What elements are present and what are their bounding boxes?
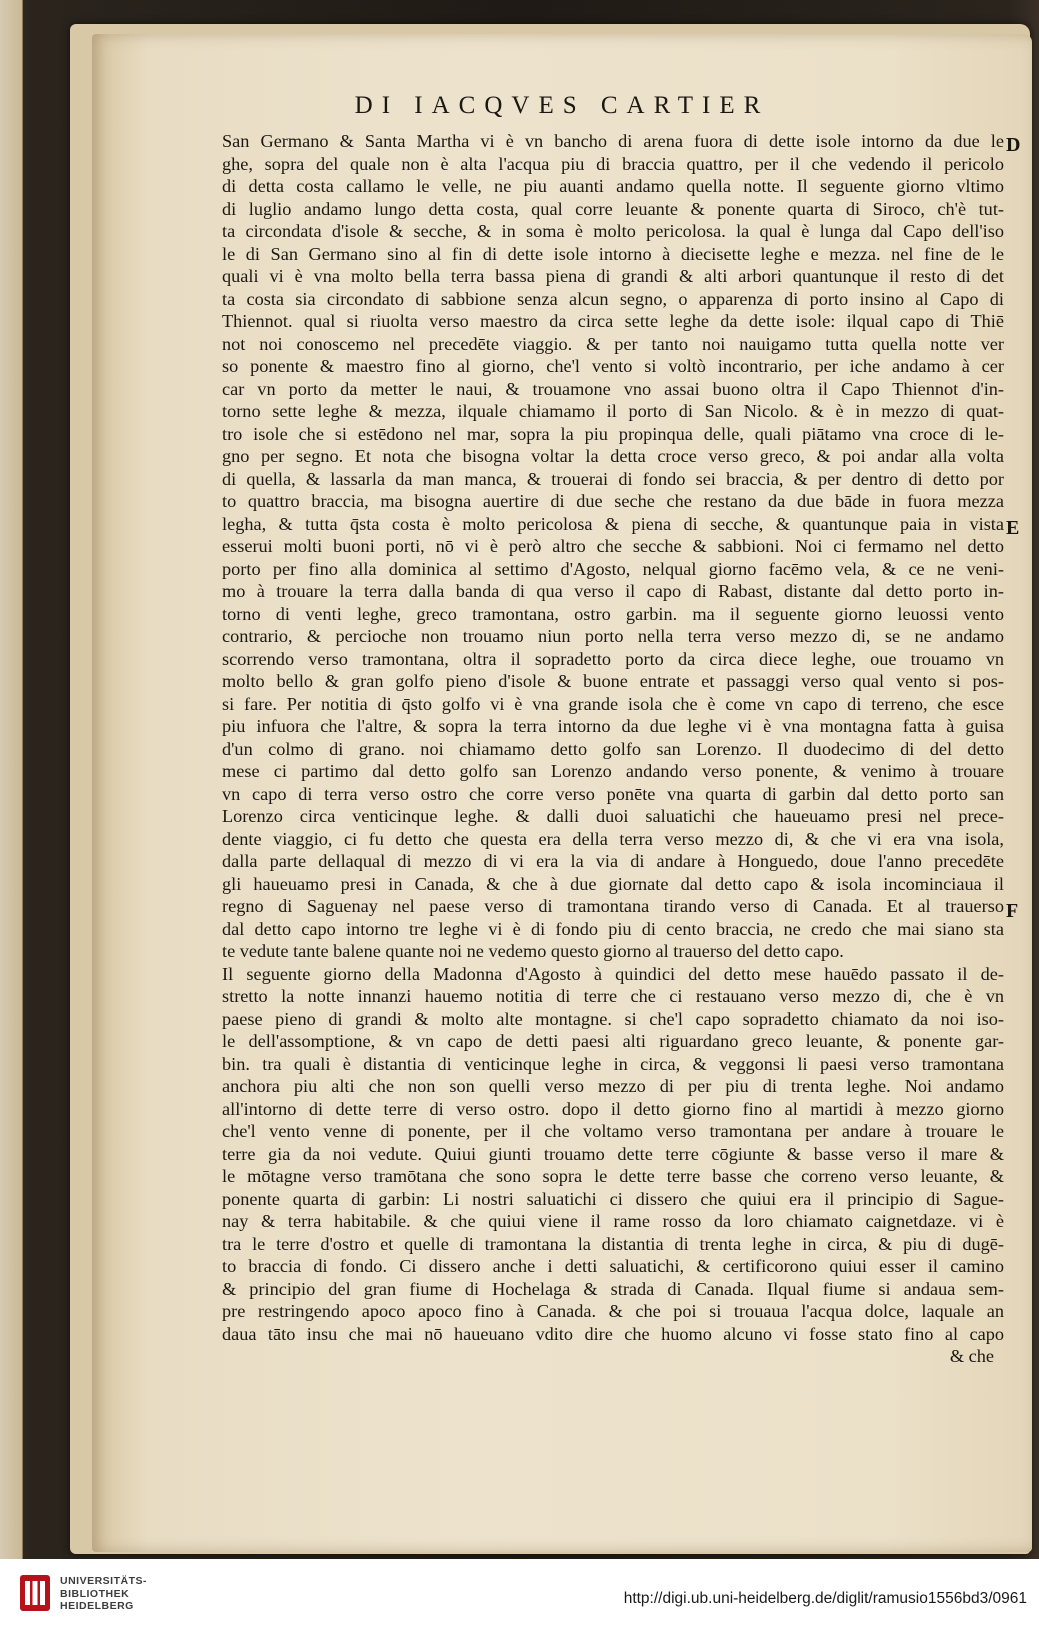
text-line: d'un colmo di grano. noi chiamamo detto golfo san Lorenzo. Il duodecimo di del detto	[222, 738, 1004, 759]
text-line: piu infuora che l'altre, & sopra la terra intorno da due leghe vi è vna montagna fatta à guisa	[222, 716, 1004, 736]
running-head: DI IACQVES CARTIER	[354, 92, 770, 119]
text-line: si fare. Per notitia di q̄sto golfo vi è vna grande isola che è come vn capo di terreno, che esce	[222, 693, 1004, 714]
text-line: di quella, & lassarla da man manca, & trouerai di fondo sei braccia, & per dentro di detto por	[222, 468, 1004, 489]
catchword: & che	[949, 1346, 994, 1366]
text-line: tro isole che si estēdono nel mar, sopra la piu propinqua delle, quali piātamo vna croce di le-	[222, 423, 1004, 444]
text-line: paese pieno di grandi & molto alte montagne. si che'l capo sopradetto chiamato da noi iso-	[222, 1008, 1004, 1029]
text-line: le dell'assomptione, & vn capo de detti paesi alti riguardano greco leuante, & ponente gar-	[222, 1031, 1004, 1051]
text-line: contrario, & percioche non trouamo niun porto nella terra verso mezzo di, se ne andamo	[222, 626, 1004, 646]
text-line: nay & terra habitabile. & che quiui viene il rame rosso da loro chiamato caignetdaze. vi è	[222, 1211, 1004, 1231]
text-line: dalla parte dellaqual di mezzo di vi era la via di andare à Honguedo, doue l'anno precedēte	[222, 851, 1004, 871]
text-line: to quattro braccia, ma bisogna auertire di due seche che restano da due bāde in fuora mezza	[222, 491, 1004, 511]
text-line: Lorenzo circa venticinque leghe. & dalli duoi saluatichi che haueuamo presi nel prece-	[222, 806, 1004, 826]
text-line: San Germano & Santa Martha vi è vn bancho di arena fuora di dette isole intorno da due le	[222, 131, 1004, 151]
text-line: & principio del gran fiume di Hochelaga & strada di Canada. Ilqual fiume si andaua sem-	[222, 1278, 1004, 1299]
permalink-url[interactable]: http://digi.ub.uni-heidelberg.de/diglit/ramusio1556bd3/0961	[623, 1590, 1027, 1607]
text-line: tra le terre d'ostro et quelle di tramontana la distantia di trenta leghe in circa, & piu di dugē-	[222, 1233, 1004, 1254]
text-line: pre restringendo apoco apoco fino à Canada. & che poi si trouaua l'acqua dolce, laquale an	[222, 1301, 1004, 1321]
text-line: Il seguente giorno della Madonna d'Agosto à quindici del detto mese hauēdo passato il de-	[222, 963, 1004, 984]
marginal-letter-f: F	[1006, 900, 1019, 922]
university-library-logo-icon	[18, 1573, 52, 1613]
text-line: esserui molti buoni porti, nō vi è però altro che secche & sabbioni. Noi ci fermamo nel detto	[222, 536, 1004, 556]
text-line: legha, & tutta q̄sta costa è molto pericolosa & piena di secche, & quantunque paia in vista	[222, 513, 1004, 534]
text-line: te vedute tante balene quante noi ne vedemo questo giorno al trauerso del detto capo.	[222, 941, 844, 961]
text-line: car vn porto da metter le naui, & trouamone vno assai buono oltra il Capo Thiennot d'in-	[222, 378, 1004, 399]
text-line: di luglio andamo lungo detta costa, qual corre leuante & ponente quarta di Siroco, ch'è tut-	[222, 198, 1004, 219]
text-line: le mōtagne verso tramōtana che sono sopra le dette terre basse che correno verso leuante, &	[222, 1166, 1004, 1186]
text-line: le di San Germano sino al fin di dette isole intorno à diecisette leghe e mezza. nel fine de le	[222, 243, 1004, 264]
text-line: daua tāto insu che mai nō haueuano vdito dire che huomo alcuno vi fosse stato fino al capo	[222, 1323, 1004, 1344]
library-name-line-1: UNIVERSITÄTS-	[60, 1575, 148, 1587]
text-line: molto bello & gran golfo pieno d'isole & buone entrate et passaggi verso qual vento si pos-	[222, 671, 1004, 691]
marginal-letter-e: E	[1006, 517, 1020, 539]
scan-edge-strip	[0, 0, 23, 1559]
body-text	[222, 130, 1004, 1368]
text-line: quali vi è vna molto bella terra bassa piena di grandi & alti arbori quantunque il resto di det	[222, 266, 1004, 286]
text-line: all'intorno di dette terre di verso ostro. dopo il detto giorno fino al martidi à mezzo giorno	[222, 1098, 1004, 1119]
text-line: vn capo di terra verso ostro che corre verso ponēte vna quarta di garbin dal detto porto san	[222, 783, 1004, 804]
text-line: torno sette leghe & mezza, ilquale chiamamo il porto di San Nicolo. & è in mezzo di quat-	[222, 401, 1004, 421]
text-line: mese ci partimo dal detto golfo san Lorenzo andando verso ponente, & venimo à trouare	[222, 761, 1004, 781]
book-page	[92, 34, 1032, 1552]
text-line: gli haueuamo presi in Canada, & che à due giornate dal detto capo & isola incominciaua il	[222, 873, 1004, 894]
marginal-letter-d: D	[1006, 134, 1021, 156]
text-line: mo à trouare la terra dalla banda di qua verso il capo di Rabast, distante dal detto porto in-	[222, 581, 1004, 601]
library-name-line-3: HEIDELBERG	[60, 1600, 134, 1612]
text-line: porto per fino alla dominica al settimo d'Agosto, nelqual giorno facēmo vela, & ce ne veni-	[222, 558, 1004, 579]
text-line: Thiennot. qual si riuolta verso maestro da circa sette leghe da dette isole: ilqual capo di Thiē	[222, 311, 1004, 331]
text-line: so ponente & maestro fino al giorno, che'l vento si voltò incontrario, per iche andamo à cer	[222, 356, 1004, 376]
library-name	[60, 1575, 147, 1613]
text-line: gno per segno. Et nota che bisogna voltar la detta croce verso greco, & poi andar alla volta	[222, 446, 1004, 466]
library-name-line-2: BIBLIOTHEK	[60, 1587, 130, 1600]
footer-bar	[0, 1559, 1039, 1635]
text-line: di detta costa callamo le velle, ne piu auanti andamo quella notte. Il seguente giorno vltimo	[222, 176, 1004, 196]
text-line: regno di Saguenay nel paese verso di tramontana tirando verso di Canada. Et al trauerso	[222, 896, 1004, 916]
text-line: ponente quarta di garbin: Li nostri saluatichi ci dissero che quiui era il principio di Sague-	[222, 1188, 1004, 1209]
text-line: terre gia da noi vedute. Quiui giunti trouamo dette terre cōgiunte & basse verso il mare &	[222, 1143, 1004, 1164]
text-line: to braccia di fondo. Ci dissero anche i detti saluatichi, & certificorono quiui esser il camino	[222, 1256, 1004, 1276]
text-line: dal detto capo intorno tre leghe vi è di fondo piu di cento braccia, ne credo che mai siano sta	[222, 918, 1004, 939]
text-line: ta circondata d'isole & secche, & in soma è molto pericolosa. la qual è lunga dal Capo dell'iso	[222, 221, 1004, 241]
text-line: bin. tra quali è distantia di venticinque leghe in circa, & veggonsi li paesi verso tramontana	[222, 1053, 1004, 1074]
text-line: ta costa sia circondato di sabbione senza alcun segno, o apparenza di porto insino al Capo di	[222, 288, 1004, 309]
text-line: stretto la notte innanzi hauemo notitia di terre che ci restauano verso mezzo di, che è vn	[222, 986, 1004, 1006]
text-line: torno di venti leghe, greco tramontana, ostro garbin. ma il seguente giorno leuossi vento	[222, 603, 1004, 624]
text-line: dente viaggio, ci fu detto che questa era della terra verso mezzo di, & che vi era vna isola,	[222, 828, 1004, 849]
text-line: ghe, sopra del quale non è alta l'acqua piu di braccia quattro, per il che vedendo il pericolo	[222, 153, 1004, 174]
text-line: che'l vento venne di ponente, per il che voltamo verso tramontana per andare à trouare le	[222, 1121, 1004, 1141]
text-line: anchora piu alti che non son quelli verso mezzo di per piu di trenta leghe. Noi andamo	[222, 1076, 1004, 1096]
text-line: scorrendo verso tramontana, oltra il sopradetto porto da circa diece leghe, oue trouamo vn	[222, 648, 1004, 669]
text-line: not noi conoscemo nel precedēte viaggio. & per tanto noi nauigamo tutta quella notte ver	[222, 333, 1004, 354]
